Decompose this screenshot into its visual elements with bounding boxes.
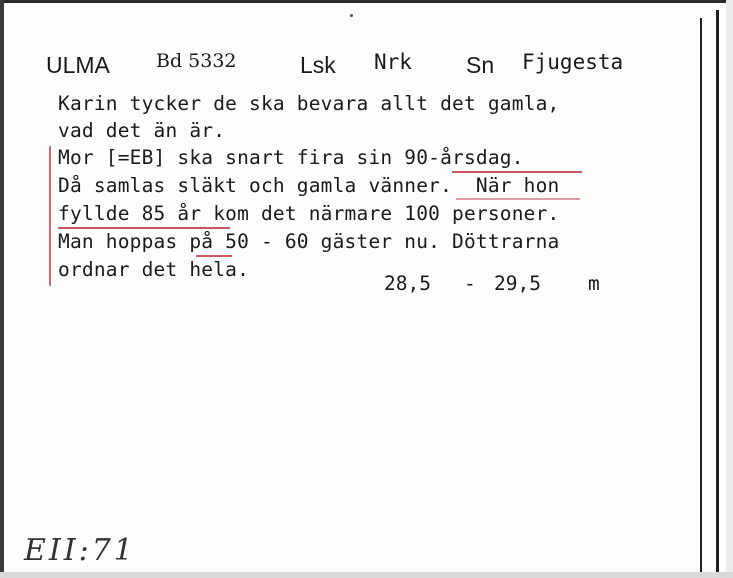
measure-from: 28,5 [384, 272, 431, 295]
handwritten-catalog-code: EII:71 [24, 533, 136, 568]
scan-border-top [0, 0, 733, 3]
red-underline-vanner [456, 198, 580, 200]
red-underline-90-arsdag [452, 171, 582, 173]
county-code: Nrk [374, 50, 412, 74]
measure-unit: m [588, 272, 600, 295]
red-underline-fyllde-85-ar [58, 227, 230, 229]
text-line: Då samlas släkt och gamla vänner. När hon [58, 174, 560, 197]
text-line: Karin tycker de ska bevara allt det gamla, [58, 92, 560, 115]
scan-border-bottom [0, 572, 733, 578]
scan-border-left [0, 0, 4, 578]
text-line: vad det än är. [58, 119, 226, 142]
scan-border-right [726, 0, 733, 578]
card-edge-line-outer [716, 10, 719, 578]
measure-dash: - [464, 272, 476, 295]
red-margin-mark [49, 146, 51, 286]
card-edge-line [700, 18, 702, 578]
text-line: ordnar det hela. [58, 258, 250, 281]
text-line: Mor [=EB] ska snart fira sin 90-årsdag. [58, 146, 524, 169]
text-line: Man hoppas på 50 - 60 gäster nu. Döttrarna [58, 230, 560, 253]
archive-code: ULMA [46, 52, 110, 78]
paper-speck [350, 14, 353, 17]
sn-label: Sn [466, 52, 495, 78]
red-underline-pa [196, 255, 232, 257]
volume-number: Bd 5332 [156, 50, 237, 72]
lsk-label: Lsk [300, 52, 336, 78]
text-line: fyllde 85 år kom det närmare 100 personer. [58, 202, 560, 225]
measure-to: 29,5 [494, 272, 541, 295]
parish-name: Fjugesta [522, 50, 624, 74]
